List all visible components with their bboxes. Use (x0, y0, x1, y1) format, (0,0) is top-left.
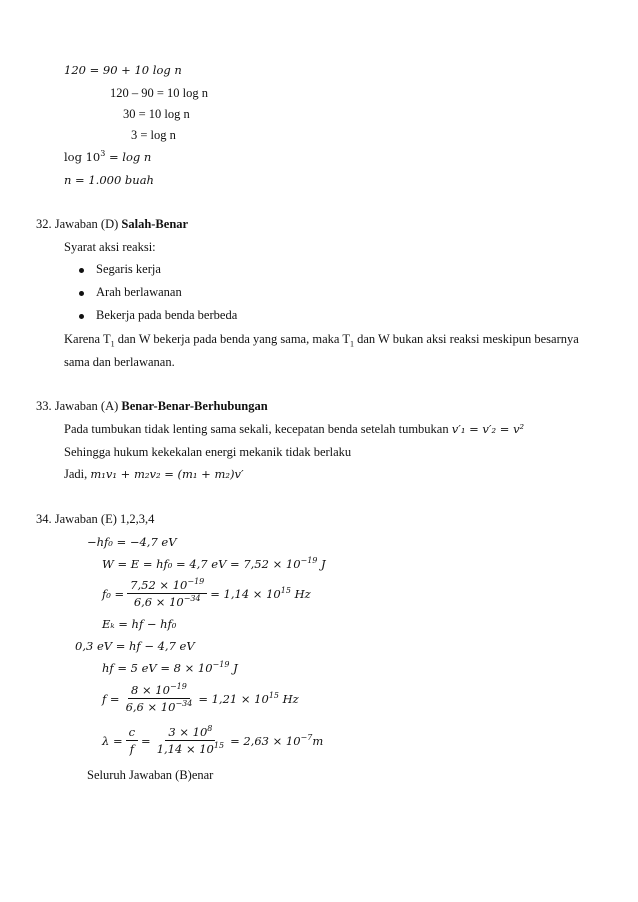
fraction: $\frac{3 \times 10^8}{1,14 \times 10^{15}}$ (156, 724, 225, 756)
eq-line: hf = 5 eV = $8 \times 10^{-19}$ J (102, 660, 238, 675)
bullet-icon (79, 268, 84, 273)
eq-line-4: 3 = log n (131, 128, 176, 142)
q33-line-1: Pada tumbukan tidak lenting sama sekali, kecepatan benda setelah tumbukan v′₁ = v′₂ = v² (64, 422, 525, 436)
bullet-item: Segaris kerja (96, 262, 161, 276)
q33-line-2: Sehingga hukum kekekalan energi mekanik tidak berlaku (64, 445, 352, 459)
bullet-item: Bekerja pada benda berbeda (96, 308, 238, 322)
eq-line: W = E = hf₀ = 4,7 eV = $7,52 \times 10^{-19}$ J (102, 556, 326, 571)
fraction: $\frac{8 \times 10^{-19}}{6,6 \times 10^{-34}}$ (125, 682, 193, 714)
eq-line: Eₖ = hf − hf₀ (102, 617, 177, 631)
q32-explanation-cont: sama dan berlawanan. (64, 355, 175, 369)
bullet-icon (79, 291, 84, 296)
eq-line: −hf₀ = −4,7 eV (87, 535, 177, 549)
q32-heading: 32. Jawaban (D) Salah-Benar (36, 217, 189, 231)
eq-line-2: 120 – 90 = 10 log n (110, 86, 209, 100)
eq-line: 0,3 eV = hf − 4,7 eV (75, 639, 195, 653)
q32-explanation: Karena $T_1$ dan W bekerja pada benda yang sama, maka $T_1$ dan W bukan aksi reaksi meskipun besarnya (64, 332, 579, 349)
q34-heading: 34. Jawaban (E) 1,2,3,4 (36, 512, 155, 526)
fraction: $\frac{c}{f}$ (126, 725, 138, 756)
q34-conclusion: Seluruh Jawaban (B)enar (87, 768, 214, 782)
eq-fraction-line: f = $\frac{8 \times 10^{-19}}{6,6 \times 10^{-34}}$ = $1,21 \times 10^{15}$ Hz (102, 682, 299, 714)
eq-line-1: 120 = 90 + 10 log n (64, 63, 182, 77)
bullet-item: Arah berlawanan (96, 285, 182, 299)
fraction: $\frac{7,52 \times 10^{-19}}{6,6 \times 10^{-34}}$ (127, 578, 207, 609)
eq-fraction-line: λ = $\frac{c}{f}$ = $\frac{3 \times 10^8}{1,14 \times 10^{15}}$ = $2,63 \times 10^{-7}m$ (102, 724, 324, 756)
bullet-icon (79, 314, 84, 319)
q33-line-3: Jadi, m₁v₁ + m₂v₂ = (m₁ + m₂)v′ (64, 467, 244, 481)
eq-line-6: n = 1.000 buah (64, 173, 154, 187)
eq-fraction-line: f₀ = $\frac{7,52 \times 10^{-19}}{6,6 \times 10^{-34}}$ = $1,14 \times 10^{15}$ Hz (102, 577, 311, 609)
q33-heading: 33. Jawaban (A) Benar-Benar-Berhubungan (36, 399, 268, 413)
q32-syarat: Syarat aksi reaksi: (64, 240, 156, 254)
eq-line-5: $\log 10^3 = \log n$ (64, 149, 152, 164)
eq-line-3: 30 = 10 log n (123, 107, 190, 121)
